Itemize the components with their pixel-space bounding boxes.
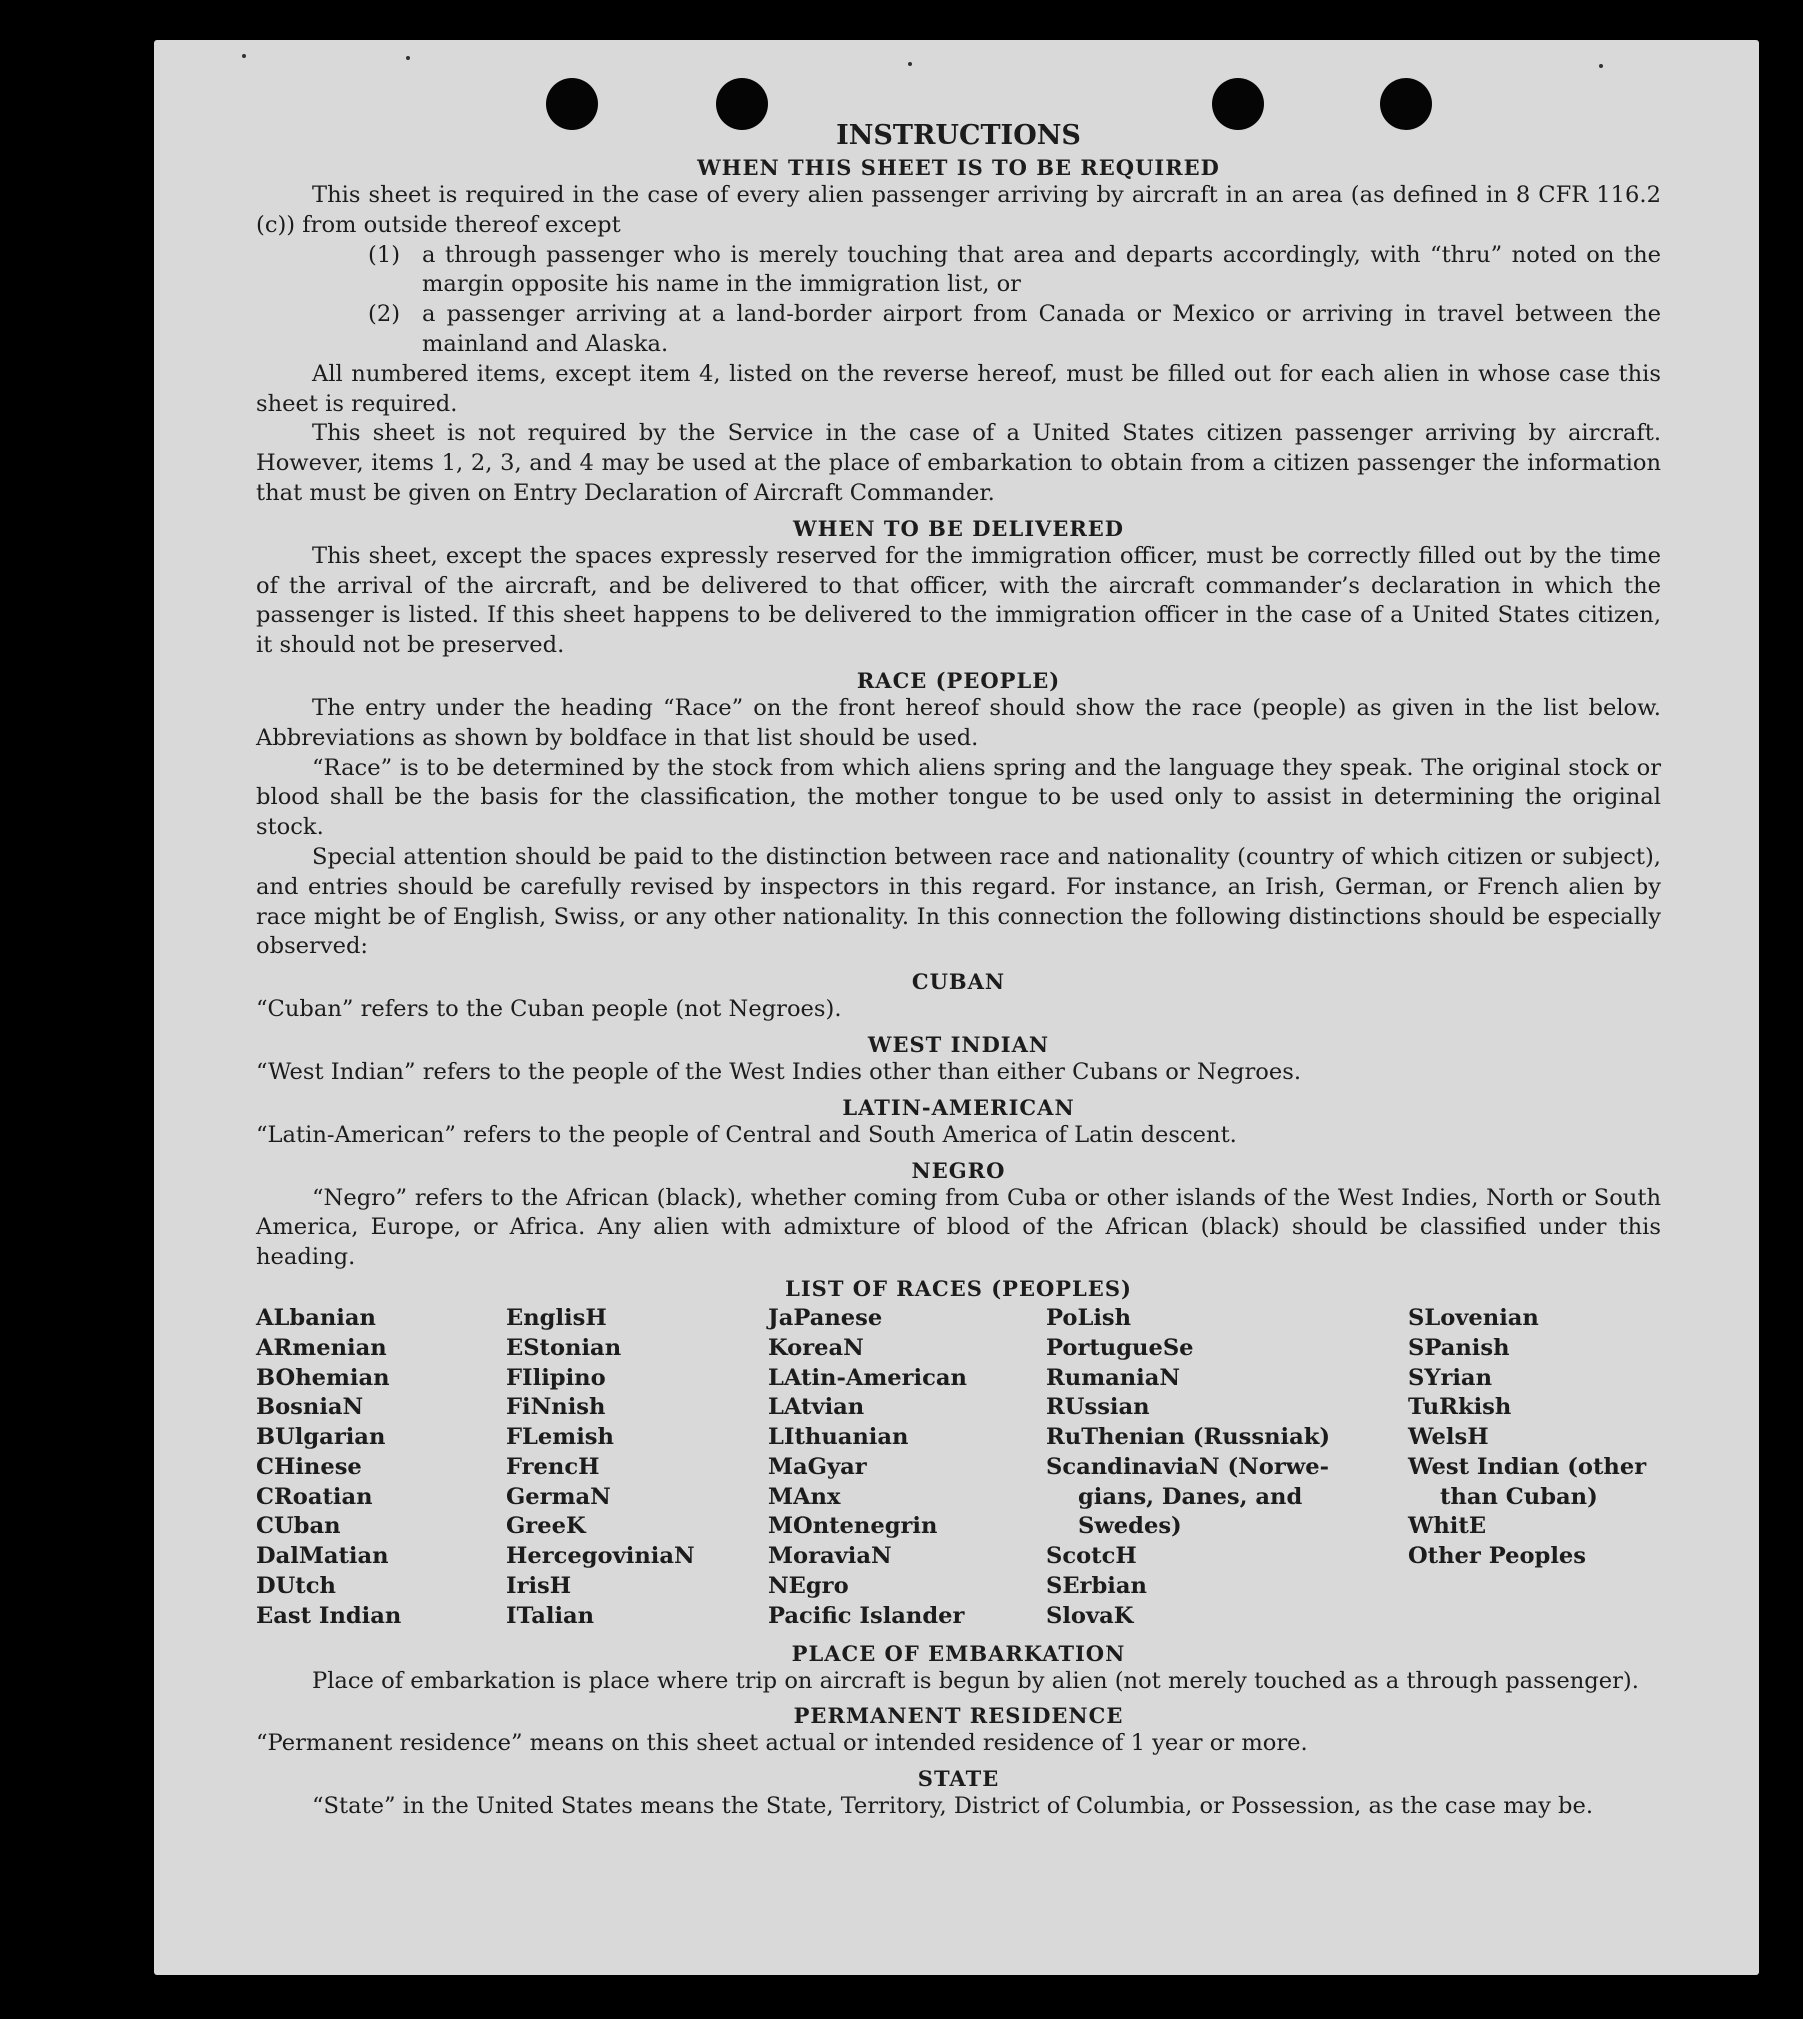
race-entry: DalMatian	[256, 1543, 389, 1570]
race-entry: BOhemian	[256, 1364, 390, 1391]
race-entry: DUtch	[256, 1573, 336, 1600]
paragraph: The entry under the heading “Race” on the front hereof should show the race (people) as given in the list below. Abbreviations as shown by boldface in that list should be used.	[256, 694, 1661, 751]
race-entry: MoraviaN	[768, 1543, 892, 1570]
paragraph: Special attention should be paid to the distinction between race and nationality (country of which citizen or subject), and entries should be carefully revised by inspectors in this regard. For instance, an Irish, German, or French alien by race might be of English, Swiss, or any other nationality. In this connection the following distinctions should be especially observed:	[256, 843, 1661, 960]
race-entry: PortugueSe	[1046, 1334, 1194, 1361]
race-entry: KoreaN	[768, 1334, 864, 1361]
race-entry: WhitE	[1408, 1513, 1487, 1540]
race-entry: CRoatian	[256, 1483, 373, 1510]
section-heading: WEST INDIAN	[867, 1031, 1050, 1057]
race-entry: BosniaN	[256, 1394, 364, 1421]
race-entry: SLovenian	[1408, 1304, 1539, 1331]
race-entry: ScandinaviaN (Norwe-	[1046, 1453, 1329, 1480]
race-entry: RuThenian (Russniak)	[1046, 1424, 1331, 1451]
section-heading: PLACE OF EMBARKATION	[791, 1640, 1126, 1666]
race-entry: West Indian (other	[1408, 1453, 1647, 1480]
race-entry: LAtvian	[768, 1394, 865, 1421]
race-entry: HercegoviniaN	[506, 1543, 695, 1570]
race-entry: LIthuanian	[768, 1424, 909, 1451]
race-entry: LAtin-American	[768, 1364, 967, 1391]
race-column	[1046, 1304, 1408, 1632]
race-entry: ARmenian	[256, 1334, 387, 1361]
race-entry: TuRkish	[1408, 1394, 1512, 1421]
section-heading: STATE	[917, 1766, 1000, 1792]
page-title: INSTRUCTIONS	[836, 120, 1081, 151]
paragraph: All numbered items, except item 4, listed on the reverse hereof, must be filled out for each alien in whose case this sheet is required.	[256, 360, 1661, 417]
speck	[242, 54, 246, 58]
race-column	[506, 1304, 768, 1632]
instructions-content	[256, 118, 1661, 1822]
race-entry: MOntenegrin	[768, 1513, 938, 1540]
race-entry: RUssian	[1046, 1394, 1150, 1421]
definition: “Cuban” refers to the Cuban people (not Negroes).	[256, 996, 842, 1023]
race-list	[256, 1304, 1661, 1632]
race-entry: EStonian	[506, 1334, 622, 1361]
section-heading: WHEN TO BE DELIVERED	[792, 515, 1124, 541]
race-entry: FiNnish	[506, 1394, 606, 1421]
race-entry: ITalian	[506, 1602, 595, 1629]
race-entry: GermaN	[506, 1483, 611, 1510]
race-column	[768, 1304, 1046, 1632]
race-entry: gians, Danes, and	[1078, 1483, 1303, 1510]
list-item	[368, 300, 1661, 360]
section-heading: PERMANENT RESIDENCE	[793, 1703, 1124, 1729]
item-text: a passenger arriving at a land-border airport from Canada or Mexico or arriving in travel between the mainland and Alaska.	[422, 301, 1661, 357]
race-entry: Pacific Islander	[768, 1602, 965, 1629]
race-entry: NEgro	[768, 1573, 849, 1600]
race-entry: CHinese	[256, 1453, 362, 1480]
race-entry: WelsH	[1408, 1424, 1489, 1451]
list-item	[368, 241, 1661, 301]
paragraph: This sheet, except the spaces expressly reserved for the immigration officer, must be correctly filled out by the time of the arrival of the aircraft, and be delivered to that officer, with the aircraft commander’s declaration in which the passenger is listed. If this sheet happens to be delivered to the immigration officer in the case of a United States citizen, it should not be preserved.	[256, 542, 1661, 659]
speck	[406, 56, 410, 60]
item-number: (2)	[368, 301, 401, 328]
race-entry: RumaniaN	[1046, 1364, 1181, 1391]
paragraph: Place of embarkation is place where trip on aircraft is begun by alien (not merely touched as a through passenger).	[312, 1667, 1639, 1694]
section-heading: LATIN-AMERICAN	[842, 1094, 1075, 1120]
race-entry: JaPanese	[768, 1304, 883, 1331]
speck	[908, 62, 912, 66]
race-entry: EnglisH	[506, 1304, 607, 1331]
race-entry: East Indian	[256, 1602, 402, 1629]
race-entry: MaGyar	[768, 1453, 867, 1480]
race-entry: SYrian	[1408, 1364, 1492, 1391]
race-column	[256, 1304, 506, 1632]
section-heading: NEGRO	[911, 1157, 1006, 1183]
definition: “West Indian” refers to the people of the West Indies other than either Cubans or Negroes.	[256, 1058, 1302, 1085]
race-entry: SPanish	[1408, 1334, 1510, 1361]
section-heading: CUBAN	[911, 969, 1006, 995]
race-entry: FrencH	[506, 1453, 600, 1480]
race-entry: Swedes)	[1078, 1513, 1182, 1540]
race-column	[1408, 1304, 1661, 1632]
section-heading: RACE (PEOPLE)	[856, 667, 1061, 693]
definition: “Latin-American” refers to the people of Central and South America of Latin descent.	[256, 1121, 1237, 1148]
race-entry: CUban	[256, 1513, 341, 1540]
definition: “Permanent residence” means on this sheet actual or intended residence of 1 year or more.	[256, 1730, 1308, 1757]
race-entry: BUlgarian	[256, 1424, 386, 1451]
paragraph: “Negro” refers to the African (black), whether coming from Cuba or other islands of the West Indies, North or South America, Europe, or Africa. Any alien with admixture of blood of the African (black) should be classified under this heading.	[256, 1184, 1661, 1271]
race-entry: PoLish	[1046, 1304, 1132, 1331]
paragraph: This sheet is required in the case of every alien passenger arriving by aircraft in an area (as defined in 8 CFR 116.2 (c)) from outside thereof except	[256, 182, 1661, 238]
speck	[1599, 64, 1603, 68]
section-heading: WHEN THIS SHEET IS TO BE REQUIRED	[697, 155, 1220, 180]
document-page	[154, 40, 1759, 1975]
race-entry: FLemish	[506, 1424, 614, 1451]
race-entry: ScotcH	[1046, 1543, 1137, 1570]
race-entry: SErbian	[1046, 1573, 1147, 1600]
section-heading: LIST OF RACES (PEOPLES)	[785, 1275, 1132, 1301]
race-entry: ALbanian	[256, 1304, 376, 1331]
race-entry: Other Peoples	[1408, 1543, 1586, 1570]
race-entry: SlovaK	[1046, 1602, 1134, 1629]
race-entry: than Cuban)	[1440, 1483, 1598, 1510]
item-text: a through passenger who is merely touching that area and departs accordingly, with “thru” noted on the margin opposite his name in the immigration list, or	[422, 241, 1661, 298]
paragraph: This sheet is not required by the Service in the case of a United States citizen passenger arriving by aircraft. However, items 1, 2, 3, and 4 may be used at the place of embarkation to obtain from a citizen passenger the information that must be given on Entry Declaration of Aircraft Commander.	[256, 420, 1661, 506]
race-entry: MAnx	[768, 1483, 841, 1510]
item-number: (1)	[368, 241, 401, 268]
paragraph: “State” in the United States means the State, Territory, District of Columbia, or Possession, as the case may be.	[312, 1793, 1594, 1820]
paragraph: “Race” is to be determined by the stock from which aliens spring and the language they speak. The original stock or blood shall be the basis for the classification, the mother tongue to be used only to assist in determining the original stock.	[256, 754, 1661, 841]
race-entry: IrisH	[506, 1573, 572, 1600]
race-entry: GreeK	[506, 1513, 586, 1540]
race-entry: FIlipino	[506, 1364, 606, 1391]
